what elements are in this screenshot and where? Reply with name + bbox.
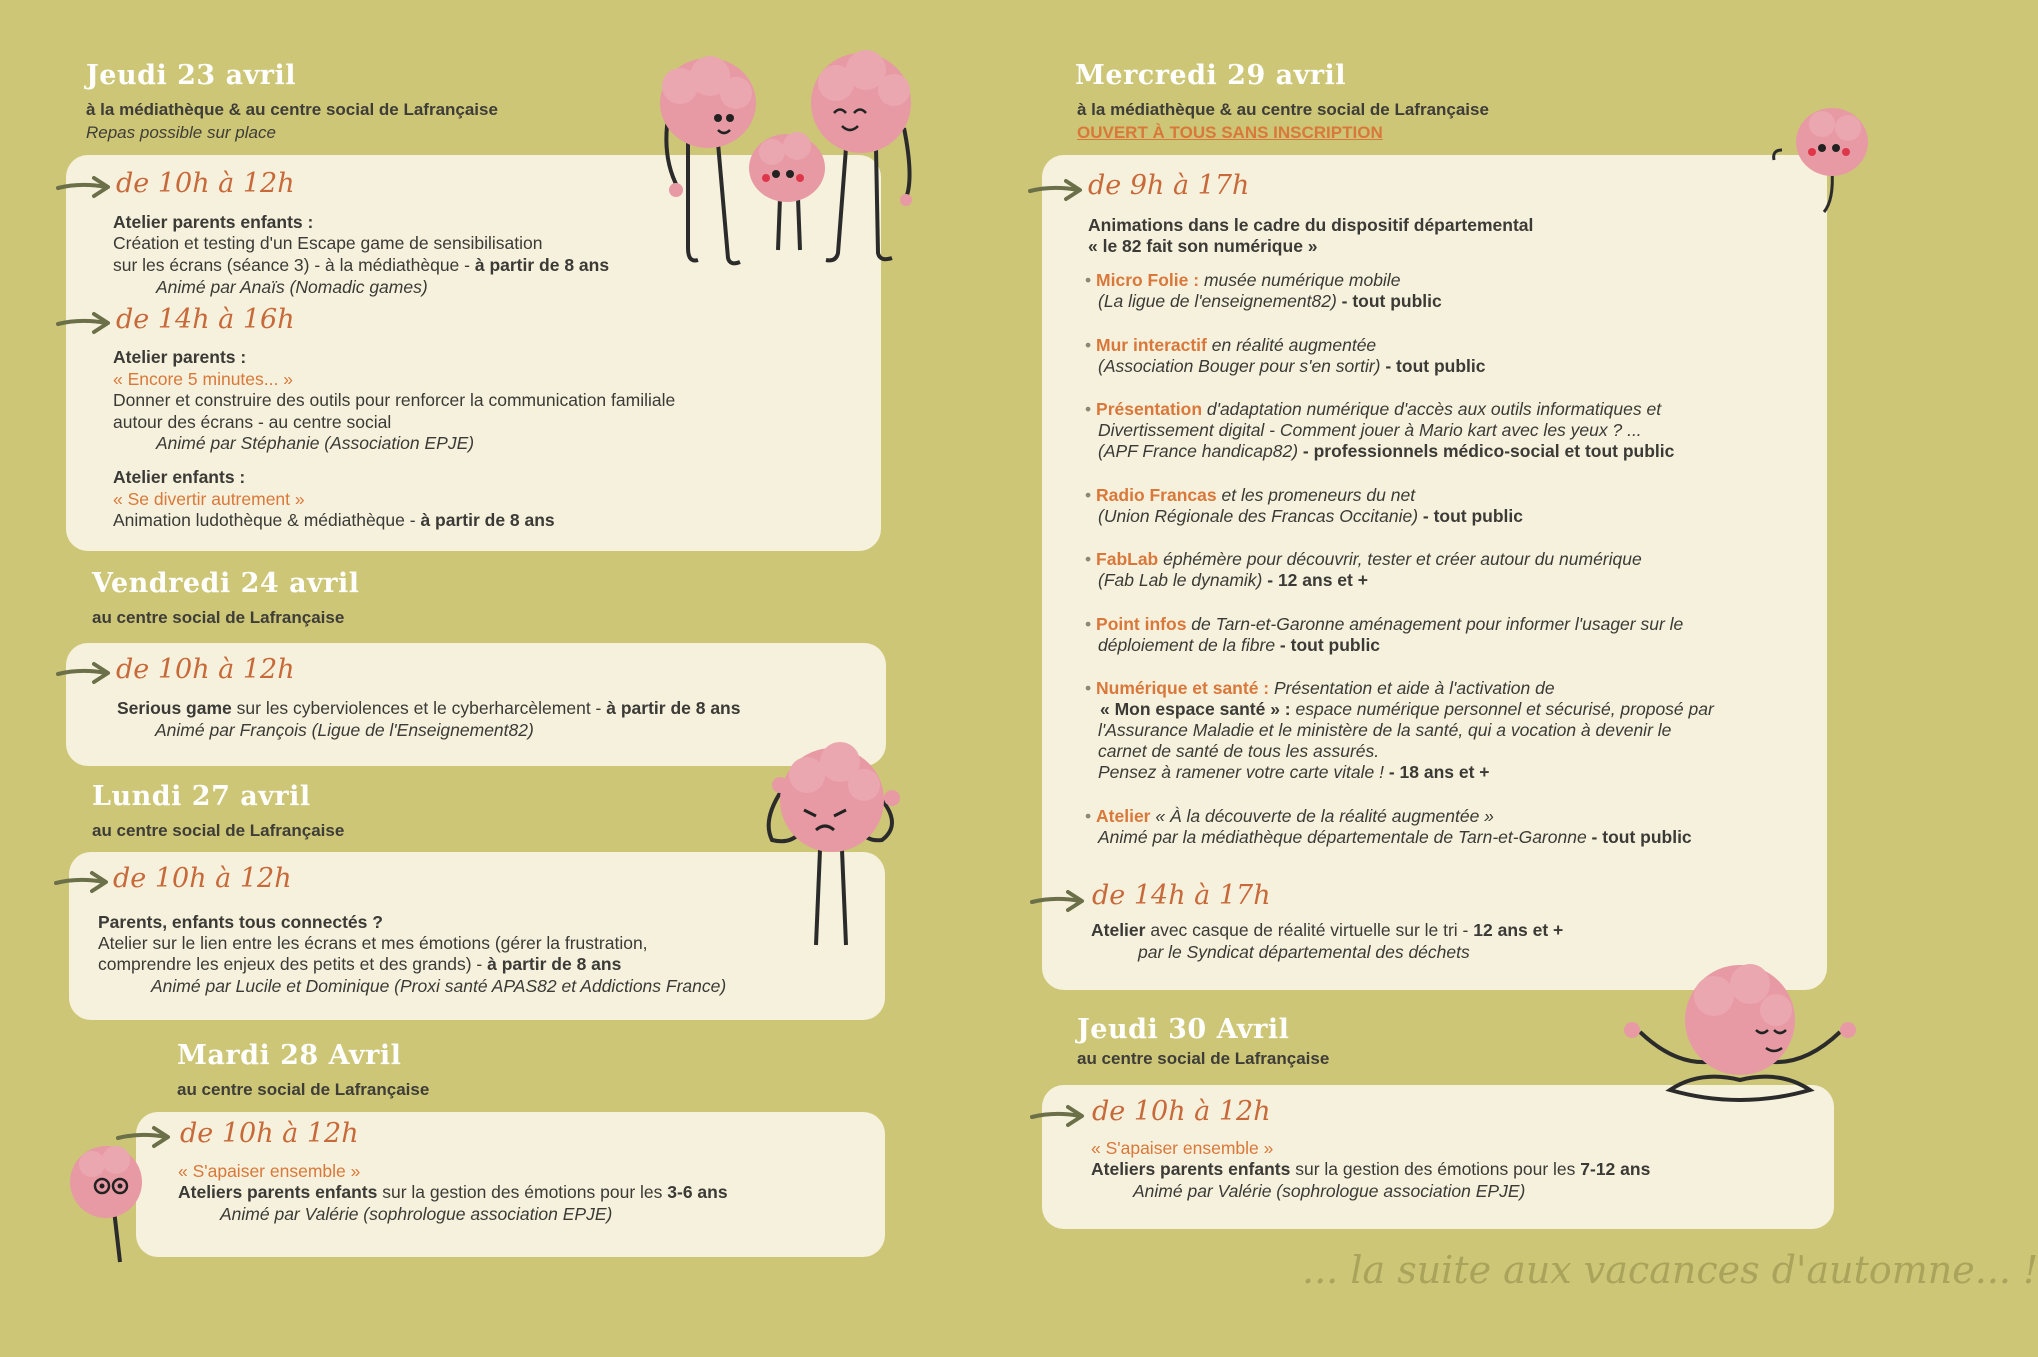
day-note: Repas possible sur place: [86, 123, 276, 142]
session-keyword: Serious game: [117, 698, 232, 718]
item-name: Micro Folie :: [1096, 270, 1200, 290]
session-title: Parents, enfants tous connectés ?: [98, 912, 383, 932]
session-audience: 7-12 ans: [1580, 1159, 1651, 1179]
bullet: •: [1085, 270, 1092, 290]
session-title: « le 82 fait son numérique »: [1088, 236, 1318, 256]
item-desc: en réalité augmentée: [1206, 335, 1377, 355]
item-desc: espace numérique personnel et sécurisé, proposé par: [1290, 699, 1714, 719]
brain-mascot-icon: [742, 128, 832, 258]
day-location: au centre social de Lafrançaise: [1077, 1049, 1330, 1068]
day-location: au centre social de Lafrançaise: [177, 1080, 430, 1099]
session-desc: autour des écrans - au centre social: [113, 412, 392, 432]
item-audience: - tout public: [1418, 506, 1524, 526]
session-desc: [113, 255, 609, 276]
item-audience: - tout public: [1380, 356, 1486, 376]
list-item: [1085, 335, 1376, 356]
session-subtitle: « S'apaiser ensemble »: [1091, 1138, 1274, 1158]
list-item: [1085, 806, 1494, 827]
session-desc: Atelier sur le lien entre les écrans et mes émotions (gérer la frustration,: [98, 933, 648, 953]
session-time: de 10h à 12h: [116, 654, 295, 685]
arrow-icon: [56, 174, 114, 200]
list-item-detail: [1098, 506, 1523, 527]
list-item-detail: [1098, 635, 1380, 656]
list-item-detail: carnet de santé de tous les assurés.: [1098, 741, 1380, 761]
brain-mascot-icon: [742, 730, 922, 960]
item-audience: - 12 ans et +: [1262, 570, 1368, 590]
arrow-icon: [56, 660, 114, 686]
item-keyword: Divertissement digital: [1098, 420, 1265, 440]
list-item-detail: [1098, 570, 1368, 591]
item-audience: - tout public: [1586, 827, 1692, 847]
bullet: •: [1085, 806, 1092, 826]
session-desc: Donner et construire des outils pour renforcer la communication familiale: [113, 390, 676, 410]
bullet: •: [1085, 614, 1092, 634]
session-desc-text: Animation ludothèque & médiathèque -: [113, 510, 421, 530]
session-host: Animé par François (Ligue de l'Enseignement82): [155, 720, 534, 740]
session-subtitle: « Encore 5 minutes... »: [113, 369, 293, 389]
list-item-detail: [1098, 827, 1692, 848]
session-desc-text: sur les écrans (séance 3) - à la médiathèque -: [113, 255, 475, 275]
open-notice: OUVERT À TOUS SANS INSCRIPTION: [1077, 123, 1383, 142]
item-audience: - tout public: [1275, 635, 1381, 655]
day-title-jeudi-30: Jeudi 30 Avril: [1077, 1014, 1290, 1045]
session-desc-text: comprendre les enjeux des petits et des grands) -: [98, 954, 488, 974]
bullet: •: [1085, 335, 1092, 355]
session-audience: à partir de 8 ans: [474, 255, 610, 275]
session-audience: 3-6 ans: [667, 1182, 728, 1202]
session-title: Atelier parents :: [113, 347, 247, 367]
session-title: Animations dans le cadre du dispositif départemental: [1088, 215, 1534, 235]
list-item-detail: [1098, 291, 1442, 312]
item-name: Présentation: [1096, 399, 1203, 419]
arrow-icon: [1030, 1103, 1088, 1129]
item-org: (APF France handicap82): [1098, 441, 1299, 461]
item-desc: musée numérique mobile: [1199, 270, 1401, 290]
list-item-detail: [1098, 356, 1485, 377]
session-time: de 10h à 12h: [116, 168, 295, 199]
item-org: (Union Régionale des Francas Occitanie): [1098, 506, 1419, 526]
session-time: de 10h à 12h: [180, 1118, 359, 1149]
session-desc: [178, 1182, 728, 1203]
session-audience: à partir de 8 ans: [487, 954, 622, 974]
session-time: de 10h à 12h: [113, 863, 292, 894]
session-keyword: Ateliers parents enfants: [178, 1182, 378, 1202]
item-desc: Pensez à ramener votre carte vitale !: [1098, 762, 1389, 782]
item-desc: de Tarn-et-Garonne aménagement pour informer l'usager sur le: [1186, 614, 1684, 634]
bullet: •: [1085, 549, 1092, 569]
day-location: au centre social de Lafrançaise: [92, 821, 345, 840]
session-audience: à partir de 8 ans: [420, 510, 555, 530]
session-desc-text: sur la gestion des émotions pour les: [377, 1182, 668, 1202]
item-desc: déploiement de la fibre: [1098, 635, 1276, 655]
item-name: Radio Francas: [1096, 485, 1217, 505]
day-title-mercredi-29: Mercredi 29 avril: [1075, 60, 1347, 91]
list-item: [1085, 399, 1661, 420]
list-item-detail: [1100, 699, 1714, 720]
item-name: Mur interactif: [1096, 335, 1207, 355]
arrow-icon: [1030, 888, 1088, 914]
day-location: à la médiathèque & au centre social de Lafrançaise: [1077, 100, 1489, 119]
item-audience: - tout public: [1336, 291, 1442, 311]
item-org: Animé par la médiathèque départementale de Tarn-et-Garonne: [1098, 827, 1587, 847]
list-item: [1085, 270, 1400, 291]
session-title: Atelier enfants :: [113, 467, 246, 487]
session-title: Atelier parents enfants :: [113, 212, 314, 232]
arrow-icon: [56, 310, 114, 336]
bullet: •: [1085, 678, 1092, 698]
session-time: de 10h à 12h: [1092, 1096, 1271, 1127]
session-time: de 14h à 16h: [116, 304, 295, 335]
session-audience: à partir de 8 ans: [606, 698, 741, 718]
list-item-detail: [1098, 762, 1490, 783]
session-desc: Création et testing d'un Escape game de sensibilisation: [113, 233, 543, 253]
session-desc: [113, 510, 555, 531]
item-name: Atelier: [1096, 806, 1151, 826]
session-desc-text: sur les cyberviolences et le cyberharcèlement -: [231, 698, 607, 718]
session-host: Animé par Lucile et Dominique (Proxi santé APAS82 et Addictions France): [151, 976, 727, 996]
item-org: (Fab Lab le dynamik): [1098, 570, 1263, 590]
day-title-lundi-27: Lundi 27 avril: [92, 781, 311, 812]
session-host: par le Syndicat départemental des déchets: [1138, 942, 1470, 962]
item-desc: et les promeneurs du net: [1216, 485, 1416, 505]
list-item-detail: [1098, 420, 1642, 441]
item-desc: Présentation et aide à l'activation de: [1269, 678, 1555, 698]
session-audience: 12 ans et +: [1473, 920, 1564, 940]
session-desc: [1091, 1159, 1650, 1180]
brain-mascot-icon: [1762, 100, 1872, 220]
session-host: Animé par Anaïs (Nomadic games): [156, 277, 428, 297]
session-desc-text: sur la gestion des émotions pour les: [1290, 1159, 1581, 1179]
list-item-detail: [1098, 441, 1674, 462]
session-host: Animé par Valérie (sophrologue association EPJE): [1133, 1181, 1526, 1201]
item-desc: « À la découverte de la réalité augmentée »: [1150, 806, 1494, 826]
session-subtitle: « Se divertir autrement »: [113, 489, 305, 509]
session-host: Animé par Stéphanie (Association EPJE): [156, 433, 475, 453]
arrow-icon: [54, 869, 112, 895]
item-audience: - professionnels médico-social et tout public: [1298, 441, 1675, 461]
item-audience: - 18 ans et +: [1388, 762, 1490, 782]
session-time: de 14h à 17h: [1092, 880, 1271, 911]
session-time: de 9h à 17h: [1088, 170, 1250, 201]
session-subtitle: « S'apaiser ensemble »: [178, 1161, 361, 1181]
item-desc: d'adaptation numérique d'accès aux outils informatiques et: [1202, 399, 1662, 419]
item-desc: - Comment jouer à Mario kart avec les yeux ? ...: [1264, 420, 1642, 440]
day-title-vendredi-24: Vendredi 24 avril: [92, 568, 360, 599]
list-item: [1085, 614, 1683, 635]
session-keyword: Ateliers parents enfants: [1091, 1159, 1291, 1179]
item-name: FabLab: [1096, 549, 1159, 569]
day-location: à la médiathèque & au centre social de Lafrançaise: [86, 100, 498, 119]
session-keyword: Atelier: [1091, 920, 1146, 940]
session-desc: [117, 698, 740, 719]
item-org: (Association Bouger pour s'en sortir): [1098, 356, 1381, 376]
list-item: [1085, 485, 1415, 506]
list-item: [1085, 678, 1555, 699]
footer-tagline: ... la suite aux vacances d'automne... !: [1302, 1248, 2038, 1292]
bullet: •: [1085, 485, 1092, 505]
day-title-mardi-28: Mardi 28 Avril: [177, 1040, 402, 1071]
item-name: Point infos: [1096, 614, 1187, 634]
session-desc: [1091, 920, 1563, 941]
bullet: •: [1085, 399, 1092, 419]
item-keyword: « Mon espace santé » :: [1100, 699, 1291, 719]
brain-mascot-icon: [1610, 960, 1870, 1110]
session-desc: [98, 954, 621, 975]
item-org: (La ligue de l'enseignement82): [1098, 291, 1337, 311]
item-desc: éphémère pour découvrir, tester et créer autour du numérique: [1158, 549, 1642, 569]
arrow-icon: [1028, 177, 1086, 203]
brain-mascot-icon: [64, 1140, 154, 1270]
session-host: Animé par Valérie (sophrologue association EPJE): [220, 1204, 613, 1224]
list-item: [1085, 549, 1642, 570]
item-name: Numérique et santé :: [1096, 678, 1270, 698]
day-location: au centre social de Lafrançaise: [92, 608, 345, 627]
list-item-detail: l'Assurance Maladie et le ministère de la santé, qui a vocation à devenir le: [1098, 720, 1672, 740]
day-title-jeudi-23: Jeudi 23 avril: [86, 60, 297, 91]
session-desc-text: avec casque de réalité virtuelle sur le tri -: [1145, 920, 1474, 940]
